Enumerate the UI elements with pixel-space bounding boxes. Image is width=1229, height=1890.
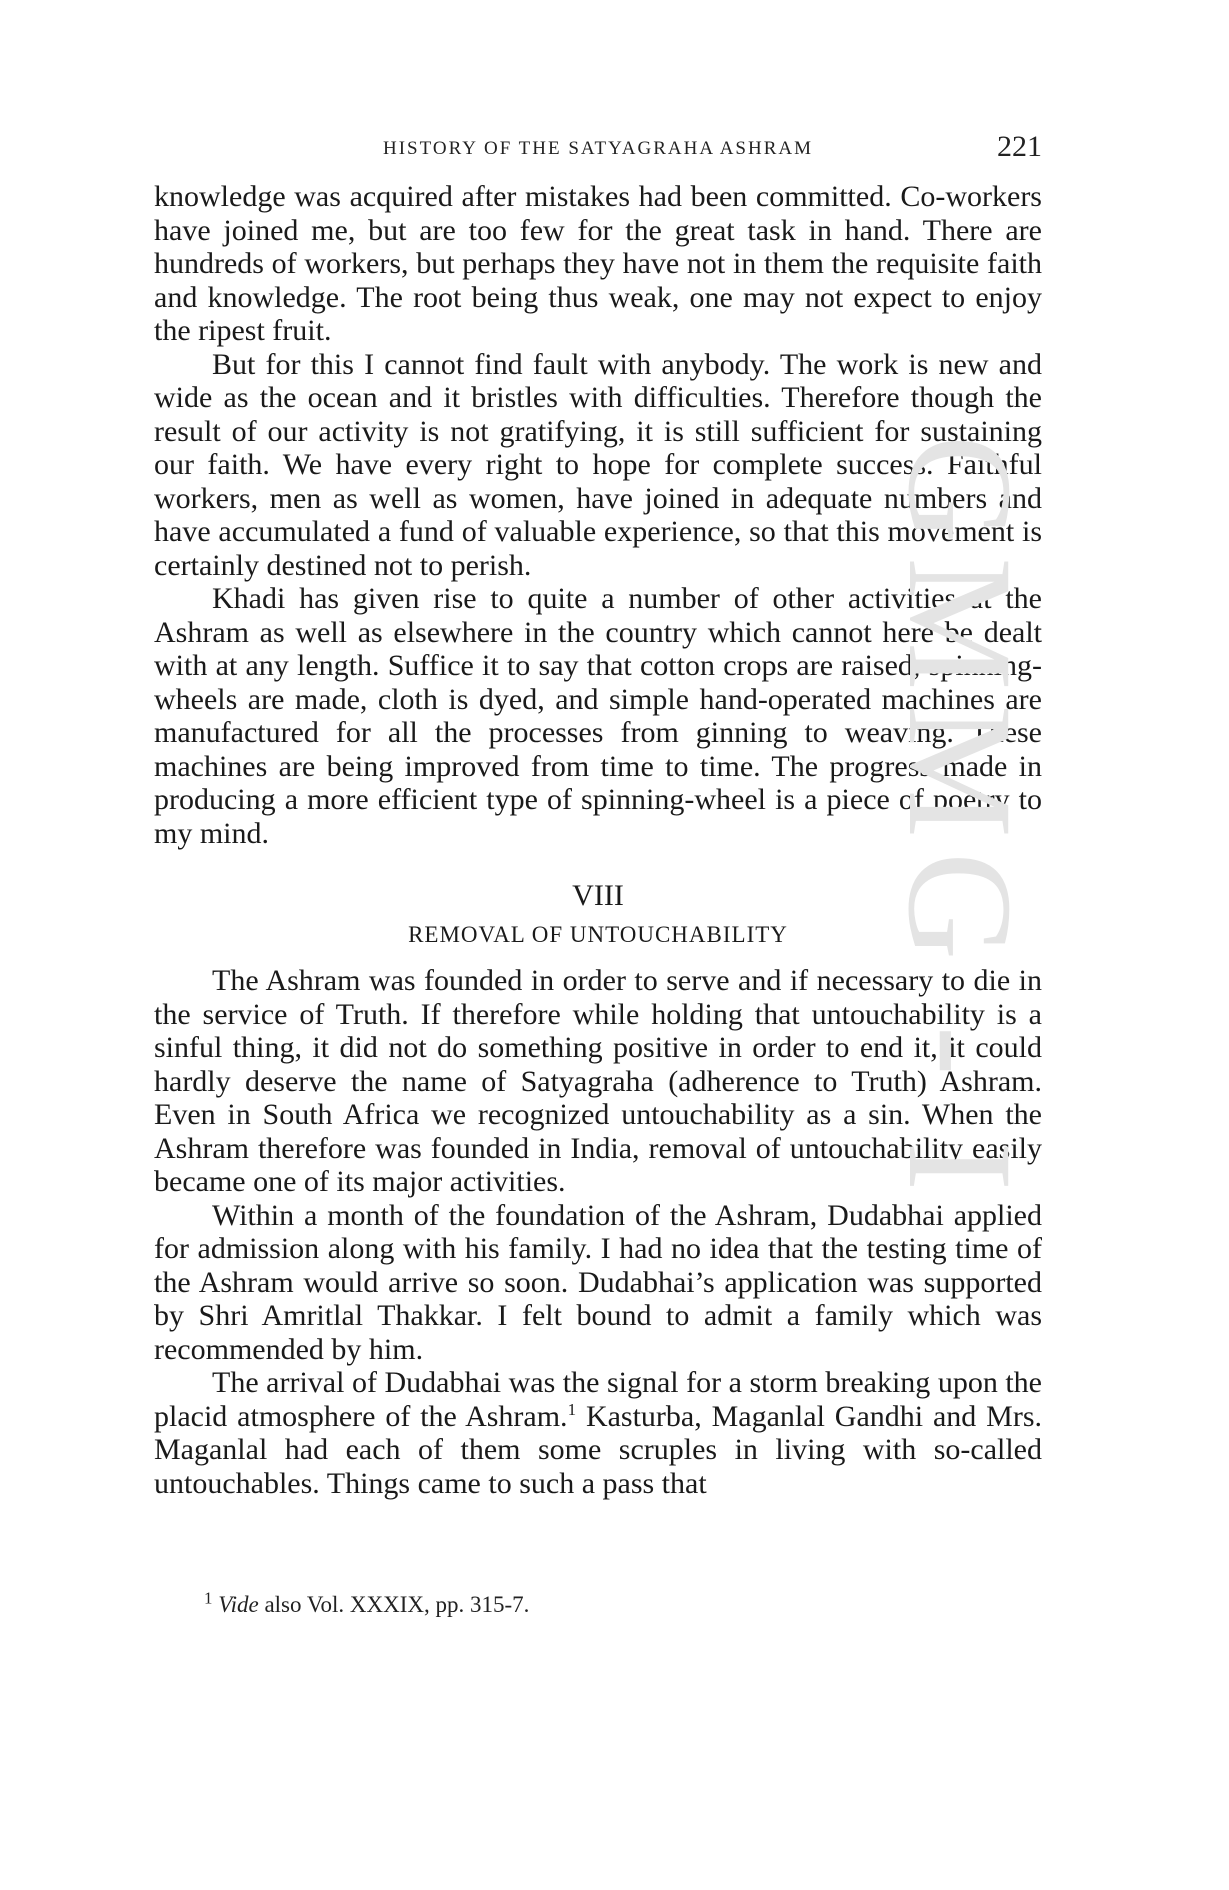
paragraph: The Ashram was founded in order to serve and if necessary to die in the service of Truth. If therefore while holding that untouchability is a sinful thing, it did not do something positive in order to end it, it could hardly deserve the name of Satyagraha (adherence to Truth) Ashram. Even in South Africa we recognized untouchability as a sin. When the Ashram therefore was founded in India, removal of untouchability easily became one of its major activities.	[154, 964, 1042, 1198]
running-title: HISTORY OF THE SATYAGRAHA ASHRAM	[382, 138, 813, 159]
paragraph: But for this I cannot find fault with anybody. The work is new and wide as the ocean and it bristles with difficulties. Therefore though the result of our activity is not gratifying, it is still sufficient for sustaining our faith. We have every right to hope for complete success. Faithful workers, men as well as women, have joined in adequate numbers and have accumulated a fund of valuable experience, so that this movement is certainly destined not to perish.	[154, 347, 1042, 582]
paragraph: Within a month of the foundation of the Ashram, Dudabhai applied for admission along with his family. I had no idea that the testing time of the Ashram would arrive so soon. Dudabhai’s application was supported by Shri Amritlal Thakkar. I felt bound to admit a family which was recommended by him.	[154, 1198, 1042, 1366]
footnote-reference[interactable]: 1	[567, 1399, 577, 1419]
page-number: 221	[997, 130, 1042, 163]
footnote	[204, 1588, 530, 1618]
footnote-text: also Vol. XXXIX, pp. 315-7.	[258, 1592, 530, 1617]
section-number: VIII	[572, 879, 624, 912]
paragraph: knowledge was acquired after mistakes had been committed. Co-workers have joined me, but are too few for the great task in hand. There are hundreds of workers, but perhaps they have not in them the requisite faith and knowledge. The root being thus weak, one may not expect to enjoy the ripest fruit.	[154, 180, 1042, 347]
paragraph	[154, 1366, 1042, 1500]
watermark-text: GMMG - I	[877, 434, 1043, 1206]
section-title: REMOVAL OF UNTOUCHABILITY	[408, 922, 788, 947]
paragraph-text: Kasturba, Maganlal Gandhi and Mrs. Maganlal had each of them some scruples in living with so-called untouchables. Things came to such a pass that	[154, 1399, 1042, 1500]
footnote-marker: 1	[204, 1588, 213, 1608]
paragraph: Khadi has given rise to quite a number of other activities at the Ashram as well as elsewhere in the country which cannot here be dealt with at any length. Suffice it to say that cotton crops are raised, spinning-wheels are made, cloth is dyed, and simple hand-operated machines are manufactured for all the processes from ginning to weaving. These machines are being improved from time to time. The progress made in producing a more efficient type of spinning-wheel is a piece of poetry to my mind.	[154, 582, 1042, 850]
running-head	[154, 130, 1042, 170]
paragraph-text: The arrival of Dudabhai was the signal for a storm breaking upon the placid atmosphere of the Ashram.	[154, 1366, 1042, 1433]
footnote-italic: Vide	[218, 1592, 259, 1617]
